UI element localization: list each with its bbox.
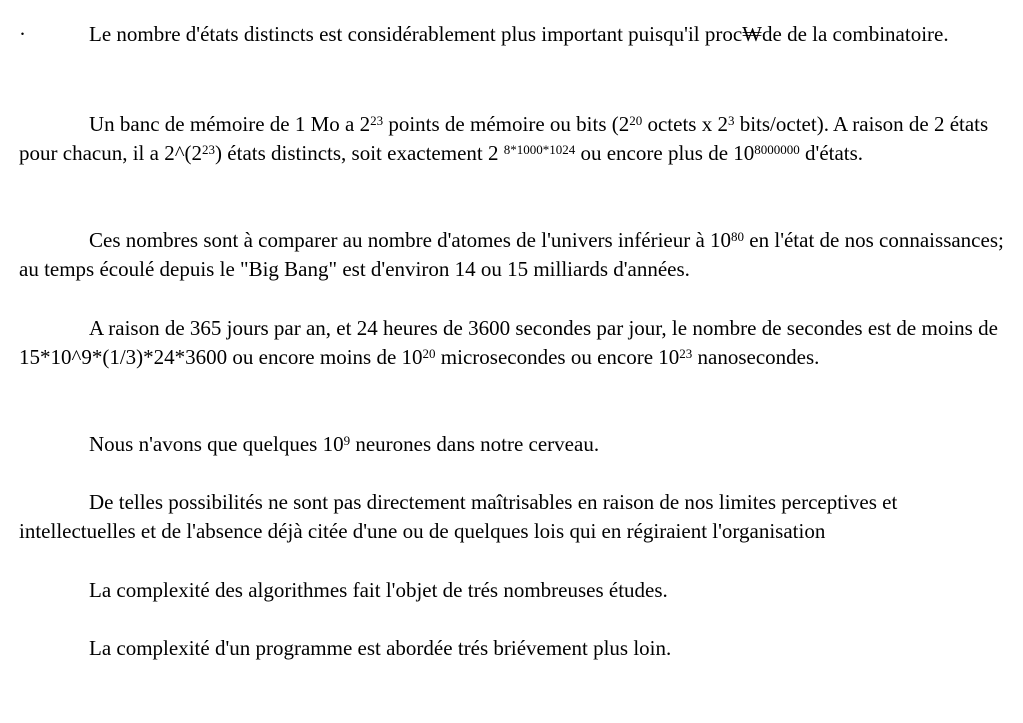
- paragraph-possibilities: [19, 488, 1009, 547]
- exponent: 8*1000*1024: [503, 142, 576, 158]
- text-run: Nous n'avons que quelques 10: [89, 432, 344, 456]
- paragraph-memory-bank: [19, 110, 1009, 169]
- text-run: en l'état de nos connaissances; au temps écoulé depuis le "Big Bang" est d'environ 14 ou 15 milliards d'années.: [19, 228, 1004, 282]
- paragraph-algorithm-complexity: [19, 576, 1009, 605]
- text-run: ) états distincts, soit exactement 2: [215, 141, 504, 166]
- bullet-marker: ·: [19, 22, 26, 46]
- exponent: 23: [202, 142, 216, 158]
- text-run: microsecondes ou encore 10: [435, 345, 680, 370]
- text-run: La complexité d'un programme est abordée trés briévement plus loin.: [89, 636, 672, 660]
- exponent: 23: [370, 113, 384, 128]
- paragraph-combinatoire: [19, 20, 1009, 49]
- text-run: bits/octet). A raison de 2 états pour chacun, il a 2^(2: [19, 112, 989, 166]
- paragraph-program-complexity: [19, 634, 1009, 663]
- text-run: nanosecondes.: [692, 345, 820, 370]
- paragraph-atoms: [19, 226, 1009, 285]
- exponent: 20: [422, 346, 436, 362]
- paragraph-neurons: [19, 430, 1009, 459]
- exponent: 9: [343, 433, 351, 448]
- text-run: Ces nombres sont à comparer au nombre d'atomes de l'univers inférieur à 10: [89, 228, 732, 252]
- exponent: 20: [629, 113, 643, 128]
- text-run: Un banc de mémoire de 1 Mo a 2: [89, 112, 371, 136]
- text-run: ou encore plus de 10: [575, 141, 755, 166]
- text-run: La complexité des algorithmes fait l'objet de trés nombreuses études.: [89, 578, 668, 602]
- paragraph-text: Le nombre d'états distincts est considérablement plus important puisqu'il proc₩de de la combinatoire.: [89, 22, 949, 46]
- text-run: points de mémoire ou bits (2: [383, 112, 630, 136]
- text-run: A raison de 365 jours par an, et 24 heures de 3600 secondes par jour, le nombre de secondes est de moins de 15*10^9*(1/3)*24*3600 ou encore moins de 10: [19, 316, 998, 370]
- exponent: 80: [731, 229, 745, 244]
- exponent: 3: [727, 113, 735, 128]
- exponent: 8000000: [754, 142, 800, 158]
- text-run: De telles possibilités ne sont pas directement maîtrisables en raison de nos limites perceptives et intellectuelles et de l'absence déjà citée d'une ou de quelques lois qui en régiraient l'organisation: [19, 490, 898, 544]
- text-run: neurones dans notre cerveau.: [350, 432, 600, 456]
- exponent: 23: [679, 346, 693, 362]
- text-run: d'états.: [799, 141, 864, 166]
- text-run: octets x 2: [642, 112, 728, 136]
- paragraph-seconds: [19, 314, 1009, 373]
